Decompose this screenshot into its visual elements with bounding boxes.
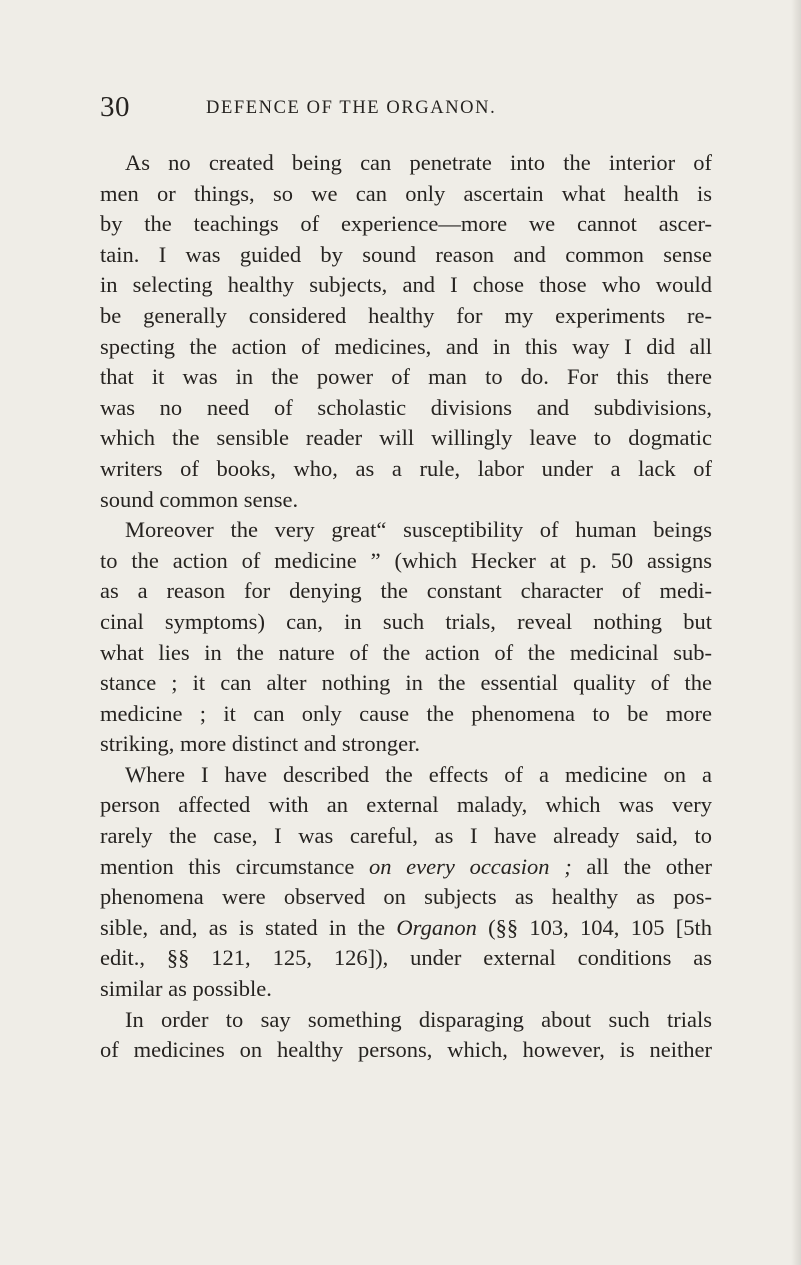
text-line bbox=[100, 393, 712, 424]
body-text bbox=[100, 148, 712, 1066]
text-segment: As no created being can penetrate into the interior of bbox=[125, 150, 712, 175]
text-line bbox=[100, 332, 712, 363]
text-line bbox=[100, 576, 712, 607]
text-segment: in selecting healthy subjects, and I chose those who would bbox=[100, 272, 712, 298]
text-segment: of medicines on healthy persons, which, however, is neither bbox=[100, 1037, 712, 1063]
text-line bbox=[100, 943, 712, 974]
text-segment: writers of books, who, as a rule, labor under a lack of bbox=[100, 455, 712, 481]
text-segment: edit., §§ 121, 125, 126]), under external conditions as bbox=[100, 945, 712, 971]
text-segment: phenomena were observed on subjects as healthy as pos- bbox=[100, 884, 712, 910]
text-line bbox=[100, 699, 712, 730]
text-segment: was no need of scholastic divisions and subdivisions, bbox=[100, 394, 712, 420]
text-segment: Moreover the very great“ susceptibility of human beings bbox=[125, 517, 712, 543]
text-line bbox=[100, 974, 712, 1005]
text-segment: to the action of medicine ” (which Hecker at p. 50 assigns bbox=[100, 547, 712, 573]
text-segment: which the sensible reader will willingly leave to dogmatic bbox=[100, 425, 712, 451]
text-line bbox=[100, 546, 712, 577]
text-segment: stance ; it can alter nothing in the essential quality of the bbox=[100, 670, 712, 696]
text-line bbox=[100, 882, 712, 913]
text-segment: as a reason for denying the constant character of medi- bbox=[100, 578, 712, 604]
text-line bbox=[100, 270, 712, 301]
page-header bbox=[0, 87, 801, 127]
text-segment: rarely the case, I was careful, as I have already said, to bbox=[100, 823, 712, 849]
text-segment: be generally considered healthy for my experiments re- bbox=[100, 302, 712, 328]
text-segment: tain. I was guided by sound reason and common sense bbox=[100, 241, 712, 267]
text-line bbox=[100, 668, 712, 699]
text-line bbox=[100, 821, 712, 852]
text-line bbox=[100, 638, 712, 669]
text-line bbox=[100, 1005, 712, 1036]
book-title-text: Organon bbox=[396, 914, 477, 940]
text-segment: by the teachings of experience—more we cannot ascer- bbox=[100, 211, 712, 237]
text-line bbox=[100, 515, 712, 546]
emphasis-text: on every occasion ; bbox=[369, 853, 572, 879]
text-line bbox=[100, 852, 712, 883]
text-line bbox=[100, 607, 712, 638]
text-segment: mention this circumstance bbox=[100, 853, 369, 879]
text-segment: medicine ; it can only cause the phenomena to be more bbox=[100, 700, 712, 726]
text-line bbox=[100, 485, 712, 516]
text-line bbox=[100, 1035, 712, 1066]
page-number: 30 bbox=[100, 91, 130, 123]
text-line bbox=[100, 454, 712, 485]
text-segment: cinal symptoms) can, in such trials, reveal nothing but bbox=[100, 608, 712, 634]
text-segment: what lies in the nature of the action of the medicinal sub- bbox=[100, 639, 712, 665]
text-segment: sound common sense. bbox=[100, 486, 299, 512]
text-segment: similar as possible. bbox=[100, 976, 272, 1002]
text-line bbox=[100, 240, 712, 271]
text-segment: specting the action of medicines, and in this way I did all bbox=[100, 333, 712, 359]
running-head: DEFENCE OF THE ORGANON. bbox=[206, 98, 497, 118]
text-line bbox=[100, 913, 712, 944]
text-segment: men or things, so we can only ascertain what health is bbox=[100, 180, 712, 206]
text-line bbox=[100, 179, 712, 210]
text-line bbox=[100, 760, 712, 791]
text-segment: Where I have described the effects of a medicine on a bbox=[125, 761, 712, 787]
text-line bbox=[100, 209, 712, 240]
text-line bbox=[100, 790, 712, 821]
text-segment: (§§ 103, 104, 105 [5th bbox=[476, 914, 712, 940]
text-line bbox=[100, 301, 712, 332]
text-segment: all the other bbox=[571, 853, 712, 879]
text-line bbox=[100, 423, 712, 454]
text-line bbox=[100, 148, 712, 179]
text-segment: sible, and, as is stated in the bbox=[100, 914, 397, 940]
text-segment: that it was in the power of man to do. For this there bbox=[100, 364, 712, 390]
text-line bbox=[100, 729, 712, 760]
page-edge-shadow bbox=[791, 0, 801, 1265]
text-segment: striking, more distinct and stronger. bbox=[100, 731, 420, 757]
text-segment: In order to say something disparaging about such trials bbox=[125, 1006, 712, 1032]
text-segment: person affected with an external malady, which was very bbox=[100, 792, 712, 818]
text-line bbox=[100, 362, 712, 393]
